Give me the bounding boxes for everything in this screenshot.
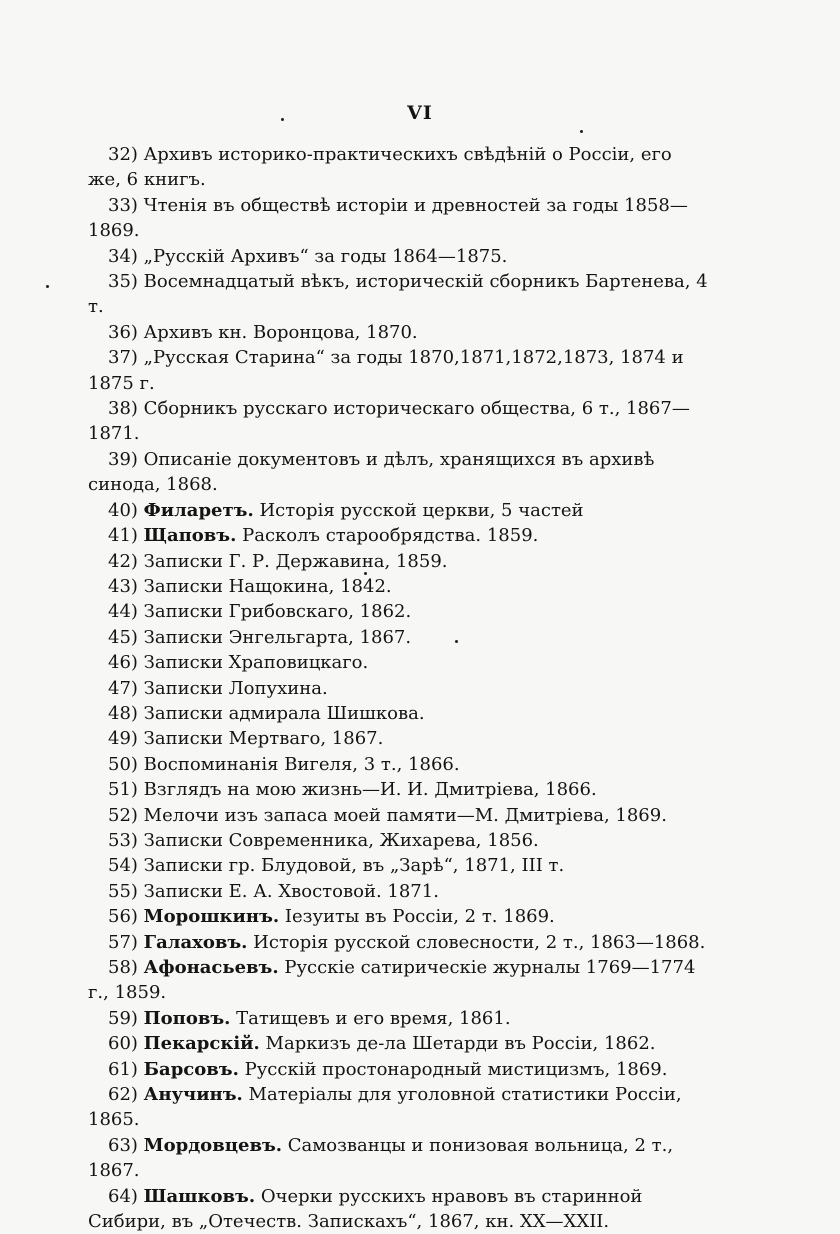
bibliography-entry bbox=[88, 523, 708, 548]
entry-number: 53) bbox=[108, 829, 138, 851]
entry-number: 59) bbox=[108, 1007, 138, 1029]
entry-text: Взглядъ на мою жизнь—И. И. Дмитрiева, 1866. bbox=[143, 779, 597, 801]
entry-number: 44) bbox=[108, 601, 138, 623]
entry-number: 58) bbox=[108, 957, 138, 978]
entry-text: Записки Современника, Жихарева, 1856. bbox=[143, 829, 539, 851]
bibliography-entry bbox=[88, 752, 708, 777]
bibliography-entry bbox=[88, 1006, 708, 1031]
bibliography-entry bbox=[88, 193, 708, 244]
bibliography-entry bbox=[88, 498, 708, 523]
entry-text: Записки Е. А. Хвостовой. 1871. bbox=[143, 880, 439, 902]
entry-text: Записки Мертваго, 1867. bbox=[143, 728, 384, 750]
bibliography-entry bbox=[88, 828, 708, 853]
entry-text: Исторiя русской церкви, 5 частей bbox=[259, 499, 584, 521]
bibliography-entry bbox=[88, 726, 708, 751]
entry-text: Исторiя русской словесности, 2 т., 1863—1868. bbox=[253, 931, 706, 953]
bibliography-entry bbox=[88, 142, 708, 193]
entry-author: Поповъ. bbox=[143, 1007, 231, 1029]
entry-text: Архивъ кн. Воронцова, 1870. bbox=[143, 321, 418, 343]
bibliography-entry bbox=[88, 853, 708, 878]
bibliography-entry bbox=[88, 1082, 708, 1133]
entry-text: Iезуиты въ Россiи, 2 т. 1869. bbox=[284, 906, 555, 928]
entry-number: 41) bbox=[108, 525, 138, 547]
bibliography-entry bbox=[88, 574, 708, 599]
entry-text: Расколъ старообрядства. 1859. bbox=[242, 525, 539, 547]
bibliography-entry bbox=[88, 701, 708, 726]
bibliography-entry bbox=[88, 879, 708, 904]
bibliography-entry bbox=[88, 625, 708, 650]
entry-text: Мелочи изъ запаса моей памяти—М. Дмитрiева, 1869. bbox=[143, 804, 667, 826]
entry-number: 61) bbox=[108, 1058, 138, 1080]
bibliography-entry bbox=[88, 549, 708, 574]
entry-text: Описанiе документовъ и дѣлъ, хранящихся въ архивѣ синода, 1868. bbox=[88, 448, 655, 496]
entry-number: 49) bbox=[108, 728, 138, 750]
entry-number: 62) bbox=[108, 1084, 138, 1106]
entry-text: Татищевъ и его время, 1861. bbox=[236, 1007, 511, 1029]
entry-number: 47) bbox=[108, 677, 138, 699]
entry-number: 54) bbox=[108, 855, 138, 877]
entry-number: 50) bbox=[108, 753, 138, 775]
entry-text: Очерки русскихъ нравовъ въ старинной Сибири, въ „Отечеств. Запискахъ“, 1867, кн. XX—XXII. bbox=[88, 1185, 643, 1233]
page-number: VI bbox=[407, 102, 433, 124]
bibliography-entry bbox=[88, 599, 708, 624]
entry-number: 43) bbox=[108, 575, 138, 597]
entry-text: Матерiалы для уголовной статистики Россiи, 1865. bbox=[88, 1084, 682, 1131]
entry-number: 63) bbox=[108, 1134, 138, 1156]
bibliography-entry bbox=[88, 396, 708, 447]
entry-text: Архивъ историко-практическихъ свѣдѣнiй о Россiи, его же, 6 книгъ. bbox=[88, 144, 672, 191]
entry-number: 45) bbox=[108, 626, 138, 648]
entry-text: Записки Лопухина. bbox=[143, 677, 328, 699]
print-speck bbox=[455, 640, 458, 643]
bibliography-entry bbox=[88, 1031, 708, 1056]
print-speck bbox=[580, 130, 583, 133]
bibliography-entry bbox=[88, 676, 708, 701]
entry-text: Записки Храповицкаго. bbox=[143, 652, 369, 674]
entry-number: 64) bbox=[108, 1185, 138, 1207]
entry-author: Афонасьевъ. bbox=[143, 957, 279, 978]
entry-author: Морошкинъ. bbox=[143, 906, 280, 928]
entry-number: 37) bbox=[108, 347, 138, 369]
bibliography-entry bbox=[88, 930, 708, 955]
entry-text: Восемнадцатый вѣкъ, историческiй сборникъ Бартенева, 4 т. bbox=[88, 271, 708, 318]
entry-text: Сборникъ русскаго историческаго общества, 6 т., 1867—1871. bbox=[88, 398, 690, 445]
entry-number: 46) bbox=[108, 652, 138, 674]
entry-author: Барсовъ. bbox=[143, 1058, 239, 1080]
entry-text: Записки Г. Р. Державина, 1859. bbox=[143, 550, 448, 572]
print-speck bbox=[46, 285, 49, 288]
entry-text: Маркизъ де-ла Шетарди въ Россiи, 1862. bbox=[265, 1033, 656, 1055]
bibliography-entry bbox=[88, 244, 708, 269]
bibliography-entry bbox=[88, 955, 708, 1006]
entry-number: 57) bbox=[108, 931, 138, 953]
entry-number: 52) bbox=[108, 804, 138, 826]
print-speck bbox=[281, 118, 284, 121]
print-speck bbox=[364, 572, 367, 575]
bibliography-entry bbox=[88, 904, 708, 929]
entry-number: 40) bbox=[108, 499, 138, 521]
bibliography-entry bbox=[88, 1133, 708, 1184]
entry-author: Мордовцевъ. bbox=[143, 1134, 283, 1156]
entry-text: Русскiй простонародный мистицизмъ, 1869. bbox=[244, 1058, 668, 1080]
entry-text: „Русскiй Архивъ“ за годы 1864—1875. bbox=[143, 245, 508, 267]
entry-author: Пекарскiй. bbox=[143, 1033, 260, 1055]
bibliography-entry bbox=[88, 777, 708, 802]
entry-number: 51) bbox=[108, 779, 138, 801]
entry-number: 55) bbox=[108, 880, 138, 902]
entry-text: Чтенiя въ обществѣ исторiи и древностей за годы 1858—1869. bbox=[88, 194, 688, 242]
bibliography-entry bbox=[88, 803, 708, 828]
entry-text: Русскiе сатирическiе журналы 1769—1774 г., 1859. bbox=[88, 957, 696, 1004]
entry-number: 32) bbox=[108, 144, 138, 165]
bibliography-entry bbox=[88, 650, 708, 675]
entry-author: Щаповъ. bbox=[143, 525, 237, 547]
entry-text: Записки Энгельгарта, 1867. bbox=[143, 626, 412, 648]
entry-number: 39) bbox=[108, 448, 138, 470]
entry-text: Записки гр. Блудовой, въ „Зарѣ“, 1871, III т. bbox=[143, 855, 565, 877]
entry-number: 48) bbox=[108, 702, 138, 724]
bibliography-entry bbox=[88, 447, 708, 498]
entry-text: „Русская Старина“ за годы 1870,1871,1872,1873, 1874 и 1875 г. bbox=[88, 347, 684, 394]
entry-text: Записки Нащокина, 1842. bbox=[143, 575, 392, 597]
bibliography-entry bbox=[88, 345, 708, 396]
bibliography-entry bbox=[88, 320, 708, 345]
entry-text: Самозванцы и понизовая вольница, 2 т., 1867. bbox=[88, 1134, 674, 1182]
bibliography-list bbox=[88, 142, 708, 1234]
entry-author: Галаховъ. bbox=[143, 931, 248, 953]
entry-number: 56) bbox=[108, 906, 138, 928]
entry-author: Шашковъ. bbox=[143, 1185, 256, 1207]
entry-text: Записки адмирала Шишкова. bbox=[143, 702, 425, 724]
bibliography-entry bbox=[88, 1184, 708, 1234]
entry-number: 34) bbox=[108, 245, 138, 267]
entry-author: Филаретъ. bbox=[143, 499, 254, 521]
entry-number: 35) bbox=[108, 271, 138, 293]
entry-number: 33) bbox=[108, 194, 138, 216]
entry-text: Воспоминанiя Вигеля, 3 т., 1866. bbox=[143, 753, 460, 775]
entry-number: 42) bbox=[108, 550, 138, 572]
entry-author: Анучинъ. bbox=[143, 1084, 243, 1106]
entry-text: Записки Грибовскаго, 1862. bbox=[143, 601, 412, 623]
bibliography-entry bbox=[88, 1057, 708, 1082]
entry-number: 36) bbox=[108, 321, 138, 343]
entry-number: 38) bbox=[108, 398, 138, 420]
entry-number: 60) bbox=[108, 1033, 138, 1055]
bibliography-entry bbox=[88, 269, 708, 320]
